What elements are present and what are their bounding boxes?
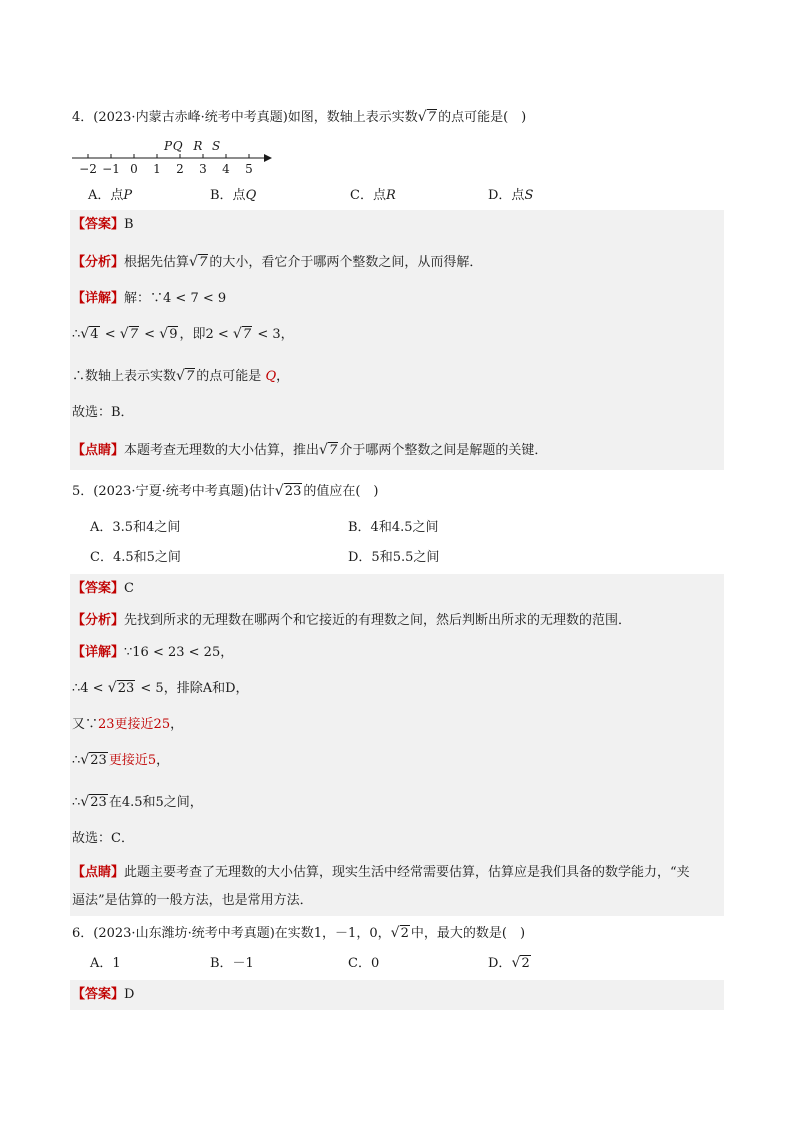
q4-option-d[interactable]: D．点S: [488, 188, 534, 203]
number-line-tick-label: −1: [102, 162, 120, 176]
q4-detail-3: ∴数轴上表示实数√ 7 的点可能是 Q，: [72, 366, 289, 388]
number-line-tick-label: 5: [245, 162, 253, 176]
q4-detail-1: 【详解】解：∵4 < 7 < 9: [72, 291, 227, 306]
q4-option-a[interactable]: A．点P: [88, 188, 133, 203]
q5-option-d[interactable]: D．5和5.5之间: [348, 550, 440, 565]
q6-option-d[interactable]: D．√ 2: [488, 954, 532, 974]
q5-detail-3: 又∵23更接近25，: [72, 717, 184, 732]
q4-option-c[interactable]: C．点R: [350, 188, 396, 203]
q6-option-c[interactable]: C．0: [348, 956, 380, 971]
number-line-tick-label: 0: [130, 162, 138, 176]
number-line: [68, 136, 288, 178]
q4-option-b[interactable]: B．点Q: [210, 188, 257, 203]
q4-detail-4: 故选：B．: [72, 405, 134, 420]
q4-stem: 4．(2023·内蒙古赤峰·统考中考真题)如图，数轴上表示实数√ 7 的点可能是( ): [72, 108, 526, 128]
q5-answer: 【答案】C: [72, 581, 134, 596]
number-line-tick-label: 4: [222, 162, 230, 176]
number-line-point-label: Q: [172, 139, 183, 153]
sqrt-symbol: √ 2: [392, 924, 410, 944]
q5-analysis: 【分析】先找到所求的无理数在哪两个和它接近的有理数之间，然后判断出所求的无理数的范围．: [72, 613, 632, 628]
q4-analysis: 【分析】根据先估算√ 7 的大小，看它介于哪两个整数之间，从而得解．: [72, 252, 482, 274]
q4-answer: 【答案】B: [72, 217, 134, 232]
sqrt-symbol: √ 23: [276, 482, 303, 502]
q6-stem: 6．(2023·山东潍坊·统考中考真题)在实数1，－1，0，√ 2 中，最大的数是( ): [72, 924, 525, 944]
q5-stem: 5．(2023·宁夏·统考中考真题)估计√ 23 的值应在( ): [72, 482, 379, 502]
q6-option-b[interactable]: B．－1: [210, 956, 254, 971]
number-line-point-label: P: [164, 139, 173, 153]
q5-option-b[interactable]: B．4和4.5之间: [348, 520, 439, 535]
q5-option-c[interactable]: C．4.5和5之间: [90, 550, 181, 565]
number-line-point-label: R: [193, 139, 203, 153]
q5-comment-1: 【点睛】此题主要考查了无理数的大小估算，现实生活中经常需要估算，估算应是我们具备的数学能力，“夹: [72, 865, 690, 880]
q4-comment: 【点睛】本题考查无理数的大小估算，推出√ 7 介于哪两个整数之间是解题的关键．: [72, 440, 547, 462]
sqrt-symbol: √ 7: [419, 108, 437, 128]
q4-detail-2: ∴√ 4 < √ 7 < √ 9 ，即2 < √ 7 < 3，: [72, 324, 294, 346]
q6-answer: 【答案】D: [72, 987, 135, 1002]
number-line-point-label: S: [211, 139, 221, 153]
q5-detail-5: ∴√ 23 在4.5和5之间，: [72, 792, 203, 814]
number-line-tick-label: 1: [153, 162, 161, 176]
number-line-tick-label: 3: [199, 162, 207, 176]
number-line-tick-label: −2: [79, 162, 97, 176]
q5-comment-2: 逼法”是估算的一般方法，也是常用方法．: [72, 893, 313, 908]
number-line-tick-label: 2: [176, 162, 184, 176]
q5-detail-1: 【详解】∵16 < 23 < 25，: [72, 645, 234, 660]
q6-solution-box: [70, 980, 724, 1010]
q6-option-a[interactable]: A．1: [90, 956, 121, 971]
q5-detail-6: 故选：C．: [72, 831, 134, 846]
q5-detail-2: ∴4 < √ 23 < 5，排除A和D，: [72, 678, 249, 700]
q5-detail-4: ∴√ 23 更接近5，: [72, 750, 169, 772]
q5-option-a[interactable]: A．3.5和4之间: [90, 520, 181, 535]
